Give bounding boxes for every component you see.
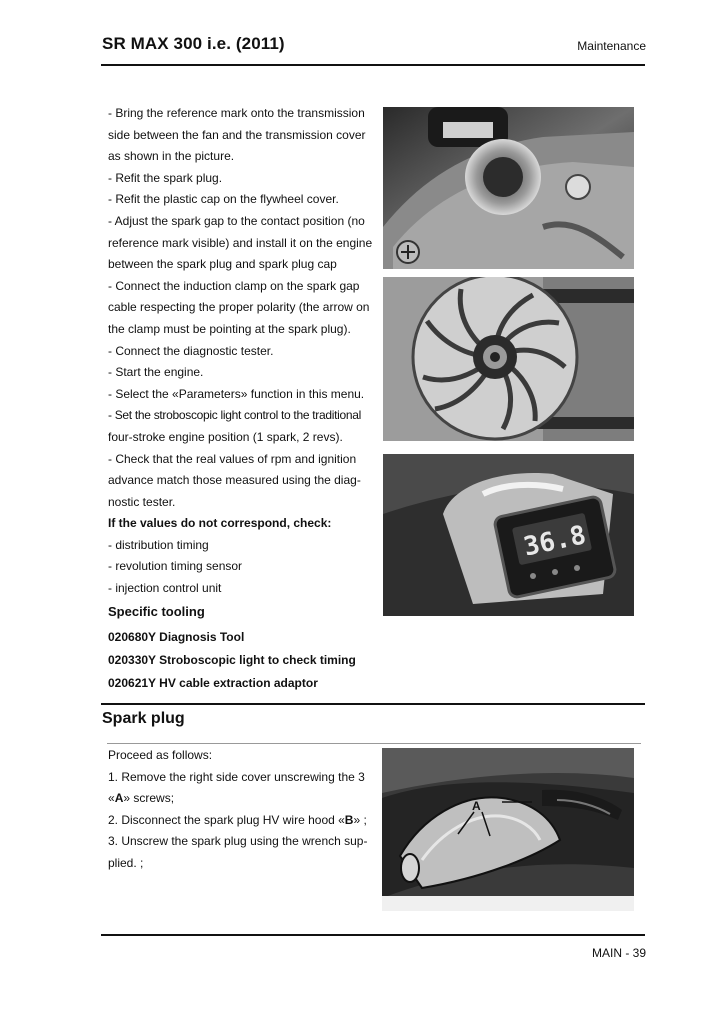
document-title: SR MAX 300 i.e. (2011) <box>102 34 285 53</box>
instruction-line: nostic tester. <box>108 494 176 509</box>
side-cover-photo <box>382 748 634 911</box>
instruction-line: advance match those measured using the diag- <box>108 473 361 488</box>
instruction-line: - Adjust the spark gap to the contact position (no <box>108 213 365 228</box>
instruction-line: - Select the «Parameters» function in this menu. <box>108 386 365 401</box>
transmission-cover-photo <box>383 107 634 269</box>
instruction-line: - Bring the reference mark onto the transmission <box>108 106 365 120</box>
step-line: plied. ; <box>108 855 144 870</box>
subsection-rule <box>107 743 641 744</box>
section-name: Maintenance <box>577 39 646 53</box>
page-number: MAIN - 39 <box>591 946 646 960</box>
check-item: - injection control unit <box>108 581 222 596</box>
section-rule <box>101 703 645 705</box>
header-rule <box>101 64 645 66</box>
instruction-line: - Connect the diagnostic tester. <box>108 343 274 358</box>
instruction-line: - Start the engine. <box>108 365 204 380</box>
instruction-line: - Set the stroboscopic light control to the traditional <box>108 408 361 423</box>
specific-tooling-heading: Specific tooling <box>108 604 205 619</box>
step-line: «A» screws; <box>108 791 175 806</box>
tool-item: 020330Y Stroboscopic light to check timing <box>108 653 356 667</box>
step-line: 3. Unscrew the spark plug using the wrench sup- <box>108 834 368 849</box>
flywheel-fan-photo <box>383 277 634 441</box>
spark-plug-intro: Proceed as follows: <box>108 748 213 762</box>
check-item: - distribution timing <box>108 537 209 552</box>
instruction-line: between the spark plug and spark plug cap <box>108 257 337 272</box>
tester-readout: 36.8 <box>521 520 589 563</box>
instruction-line: reference mark visible) and install it on the engine <box>108 235 373 250</box>
instruction-line: - Check that the real values of rpm and ignition <box>108 451 357 466</box>
instruction-line: - Refit the plastic cap on the flywheel cover. <box>108 192 339 207</box>
check-heading: If the values do not correspond, check: <box>108 516 332 531</box>
instruction-line: the clamp must be pointing at the spark plug). <box>108 321 351 336</box>
instruction-line: side between the fan and the transmission cover <box>108 127 366 142</box>
check-item: - revolution timing sensor <box>108 559 243 574</box>
instruction-line: four-stroke engine position (1 spark, 2 revs). <box>108 429 343 444</box>
tool-item: 020621Y HV cable extraction adaptor <box>108 676 318 690</box>
photo-label-a: A <box>472 799 481 813</box>
instruction-line: - Connect the induction clamp on the spark gap <box>108 278 360 293</box>
spark-plug-steps <box>108 745 378 875</box>
tool-item: 020680Y Diagnosis Tool <box>108 630 245 644</box>
tester-display-photo <box>383 454 634 616</box>
spark-plug-heading: Spark plug <box>102 710 185 727</box>
step-line: 1. Remove the right side cover unscrewing the 3 <box>108 769 365 784</box>
instruction-line: cable respecting the proper polarity (the arrow on <box>108 300 370 315</box>
instruction-line: as shown in the picture. <box>108 149 235 164</box>
step-line: 2. Disconnect the spark plug HV wire hood «B» ; <box>108 812 367 827</box>
footer-rule <box>101 934 645 936</box>
instruction-line: - Refit the spark plug. <box>108 170 223 185</box>
timing-instructions <box>108 103 378 600</box>
